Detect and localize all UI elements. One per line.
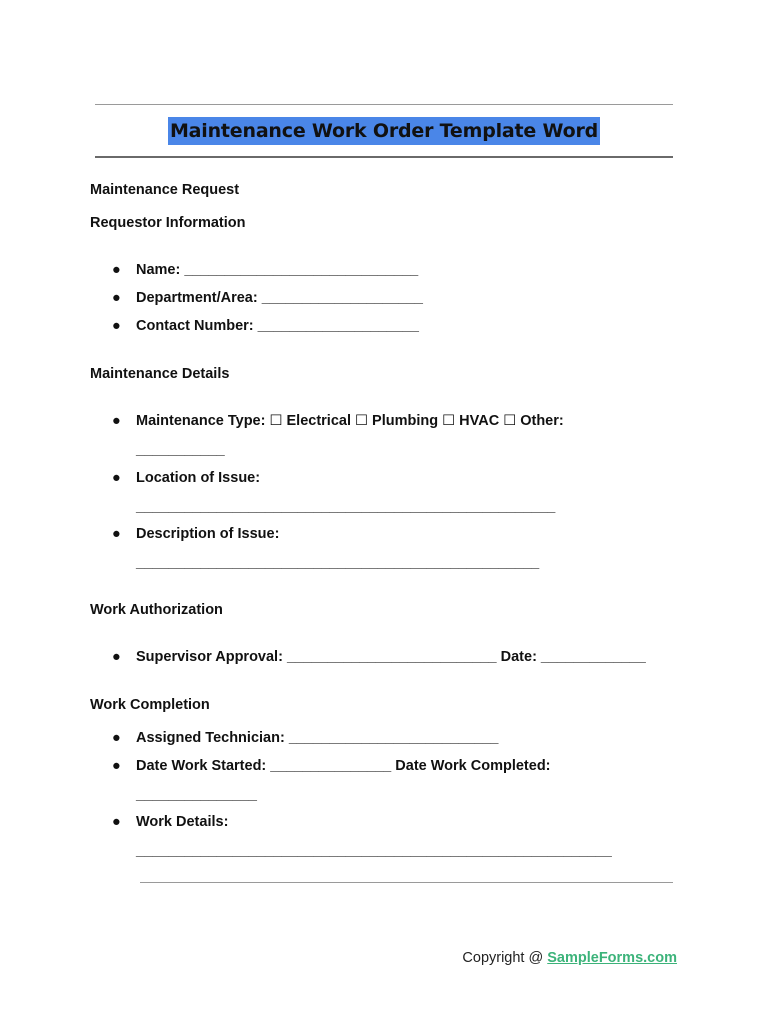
technician-field[interactable]: Assigned Technician: __________________________ xyxy=(136,730,499,746)
bullet-icon: ● xyxy=(112,814,121,830)
work-details-field[interactable]: ___________________________________________________________ xyxy=(136,843,612,859)
name-field[interactable]: Name: _____________________________ xyxy=(136,262,419,278)
title-container xyxy=(0,117,768,145)
section-maintenance-request: Maintenance Request xyxy=(90,182,240,198)
bullet-icon: ● xyxy=(112,318,121,334)
title-divider xyxy=(95,156,673,158)
bullet-icon: ● xyxy=(112,290,121,306)
list-item-maintenance-type xyxy=(112,413,564,429)
work-details-label: Work Details: xyxy=(136,814,229,830)
work-dates-field[interactable]: Date Work Started: _______________ Date Work Completed: xyxy=(136,758,551,774)
list-item-name xyxy=(112,262,418,278)
bullet-icon: ● xyxy=(112,526,121,542)
section-maintenance-details: Maintenance Details xyxy=(90,366,230,382)
list-item-dates xyxy=(112,758,551,774)
bullet-icon: ● xyxy=(112,730,121,746)
section-requestor-information: Requestor Information xyxy=(90,215,246,231)
bullet-icon: ● xyxy=(112,470,121,486)
list-item-technician xyxy=(112,730,499,746)
bottom-divider xyxy=(140,882,673,883)
list-item-description xyxy=(112,526,279,542)
maintenance-type-checkboxes[interactable]: Maintenance Type: ☐ Electrical ☐ Plumbing ☐ HVAC ☐ Other: xyxy=(136,413,564,429)
other-type-field[interactable]: ___________ xyxy=(136,442,225,458)
document-title: Maintenance Work Order Template Word xyxy=(168,117,600,145)
supervisor-approval-field[interactable]: Supervisor Approval: __________________________ Date: _____________ xyxy=(136,649,646,665)
copyright-footer xyxy=(462,950,677,966)
section-work-completion: Work Completion xyxy=(90,697,210,713)
sampleforms-link[interactable]: SampleForms.com xyxy=(547,950,677,966)
bullet-icon: ● xyxy=(112,758,121,774)
list-item-contact xyxy=(112,318,419,334)
list-item-work-details xyxy=(112,814,228,830)
list-item-location xyxy=(112,470,260,486)
contact-field[interactable]: Contact Number: ____________________ xyxy=(136,318,419,334)
bullet-icon: ● xyxy=(112,649,121,665)
location-field[interactable]: ____________________________________________________ xyxy=(136,499,556,515)
description-label: Description of Issue: xyxy=(136,526,280,542)
bullet-icon: ● xyxy=(112,262,121,278)
description-field[interactable]: __________________________________________________ xyxy=(136,555,540,571)
date-completed-field[interactable]: _______________ xyxy=(136,787,257,803)
department-field[interactable]: Department/Area: ____________________ xyxy=(136,290,423,306)
top-divider xyxy=(95,104,673,105)
location-label: Location of Issue: xyxy=(136,470,261,486)
section-work-authorization: Work Authorization xyxy=(90,602,223,618)
bullet-icon: ● xyxy=(112,413,121,429)
copyright-text: Copyright @ xyxy=(462,950,548,966)
list-item-department xyxy=(112,290,423,306)
list-item-supervisor xyxy=(112,649,646,665)
